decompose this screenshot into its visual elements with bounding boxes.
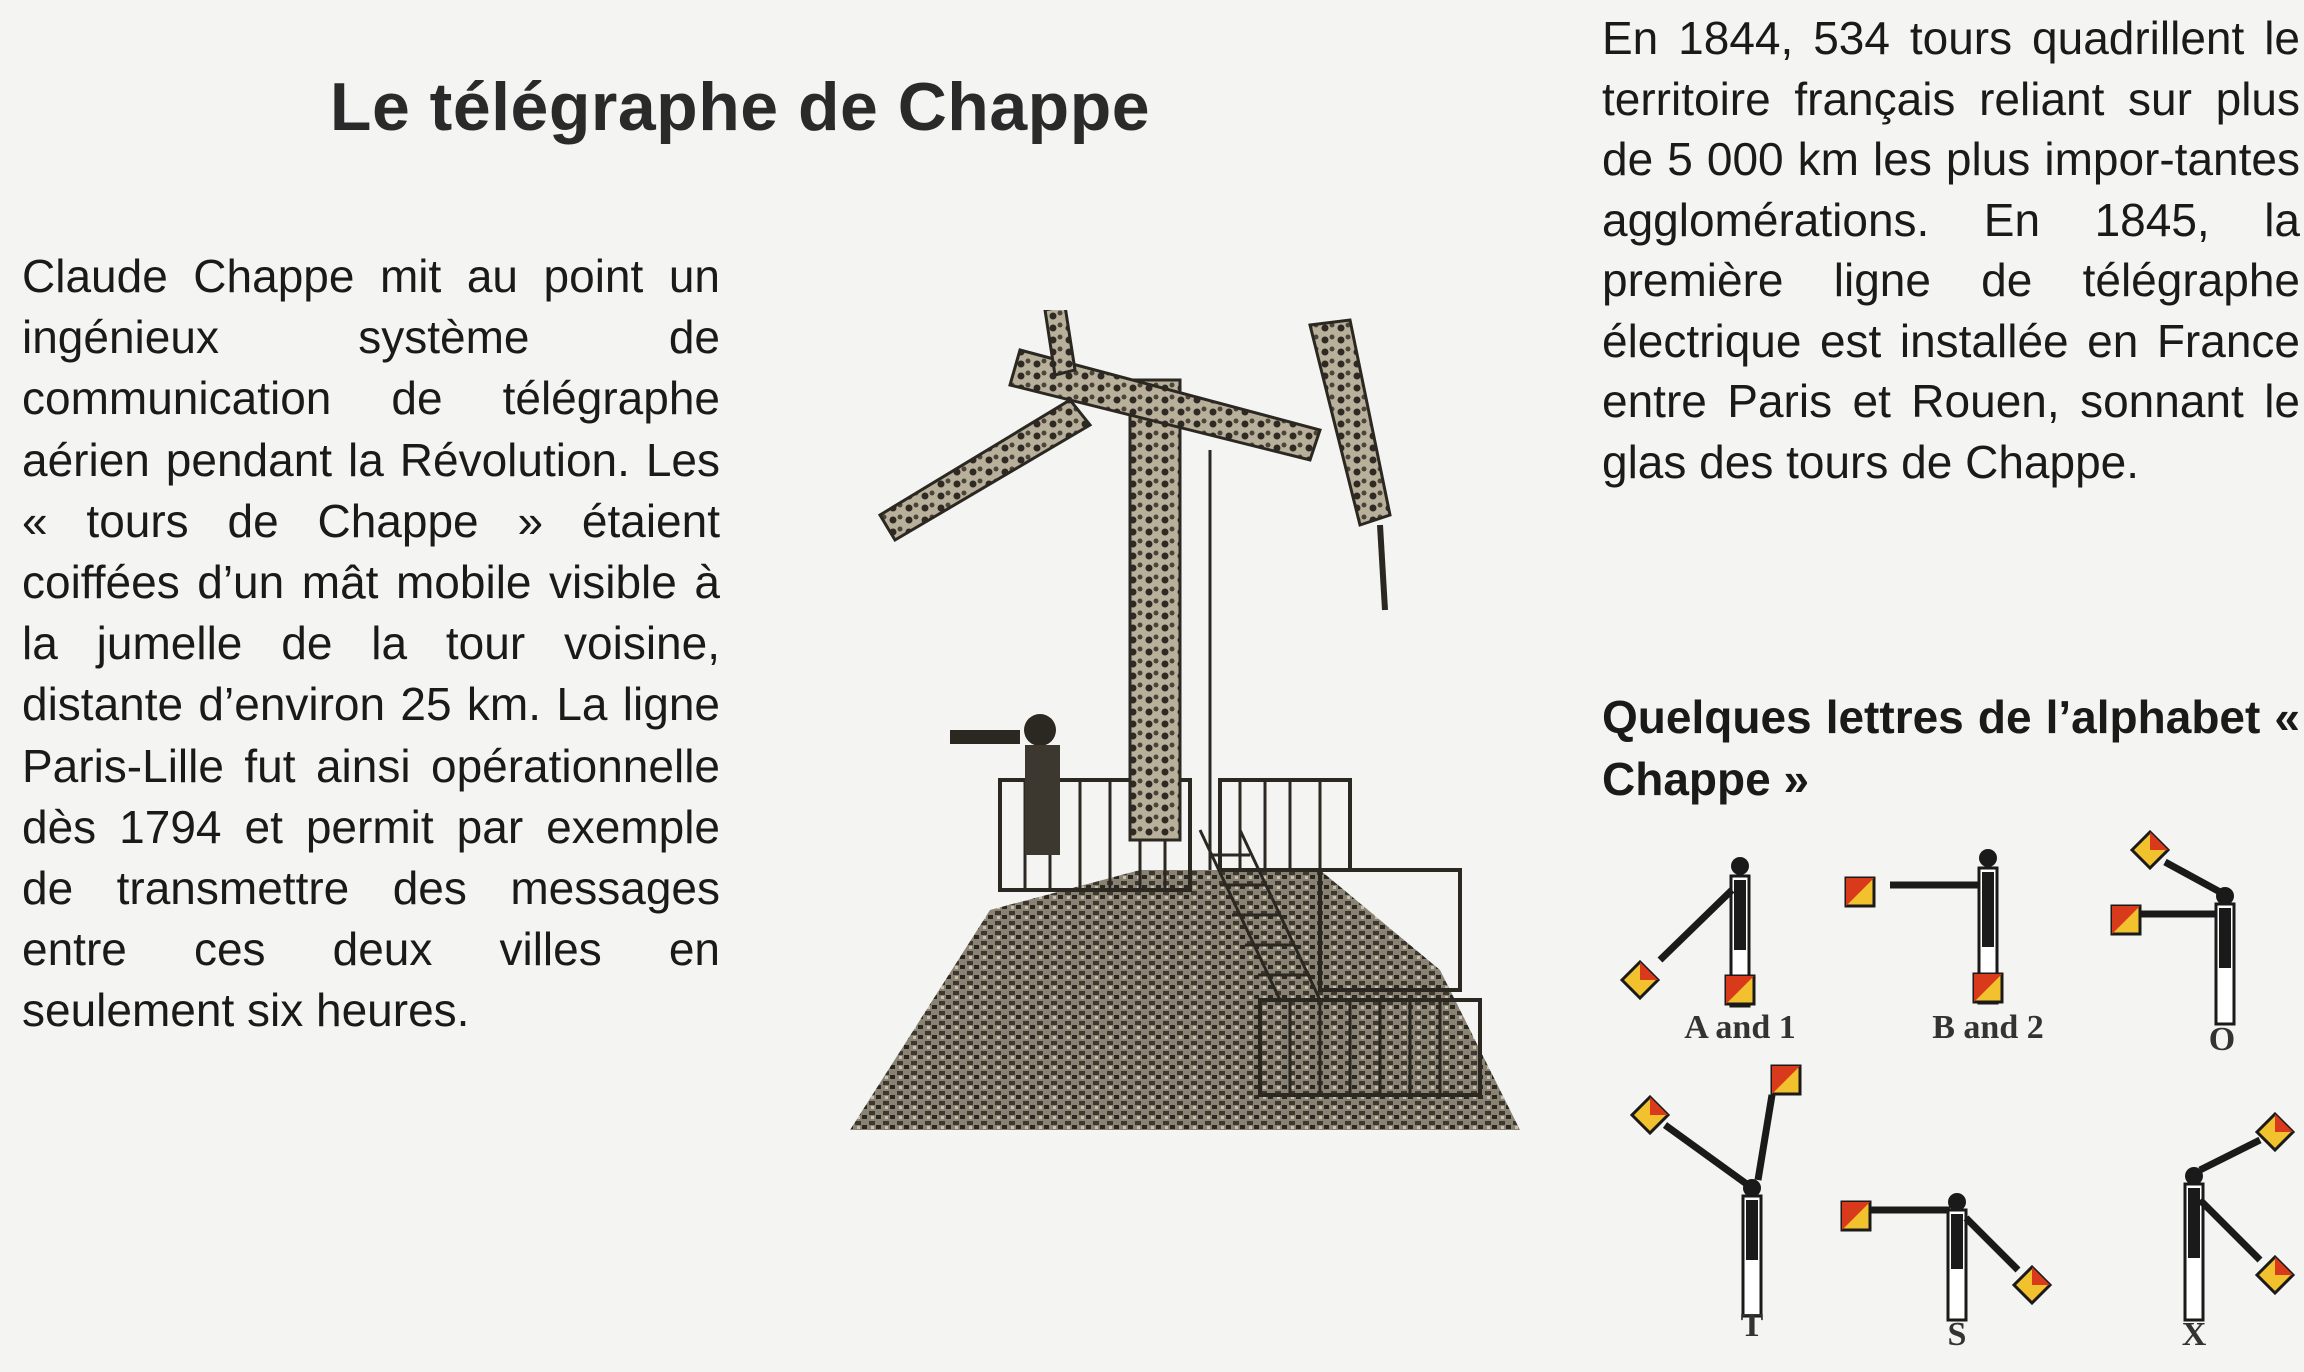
signal-b-and-2: [1846, 849, 2044, 1046]
signal-s: [1842, 1193, 2050, 1350]
signal-label: S: [1947, 1316, 1967, 1350]
chappe-alphabet-diagram: [1600, 830, 2300, 1350]
signal-label: A and 1: [1684, 1009, 1796, 1046]
signal-t: [1632, 1066, 1800, 1344]
signal-label: B and 2: [1932, 1009, 2044, 1046]
signal-x: [2182, 1114, 2293, 1350]
signal-label: X: [2181, 1316, 2207, 1350]
left-paragraph: Claude Chappe mit au point un ingénieux système de communication de télégraphe aérien pendant la Révolution. Les « tours de Chappe » étaient coiffées d’un mât mobile visible à la jumelle de la tour voisine, distante d’environ 25 km. La ligne Paris-Lille fut ainsi opérationnelle dès 1794 et permit par exemple de transmettre des messages entre ces deux villes en seulement six heures.: [22, 250, 720, 1037]
signal-a-and-1: [1622, 857, 1796, 1046]
alphabet-heading: Quelques lettres de l’alphabet « Chappe »: [1602, 691, 2300, 805]
signal-label: O: [2208, 1021, 2236, 1058]
signal-o: [2112, 832, 2235, 1058]
chappe-tower-illustration: [840, 310, 1530, 1140]
signal-label: T: [1740, 1307, 1764, 1344]
right-paragraph: En 1844, 534 tours quadrillent le territoire français reliant sur plus de 5 000 km les plus impor-tantes agglomérations. En 1845, la première ligne de télégraphe électrique est installée en France entre Paris et Rouen, sonnant le glas des tours de Chappe.: [1602, 12, 2300, 488]
page-title: Le télégraphe de Chappe: [329, 69, 1151, 145]
